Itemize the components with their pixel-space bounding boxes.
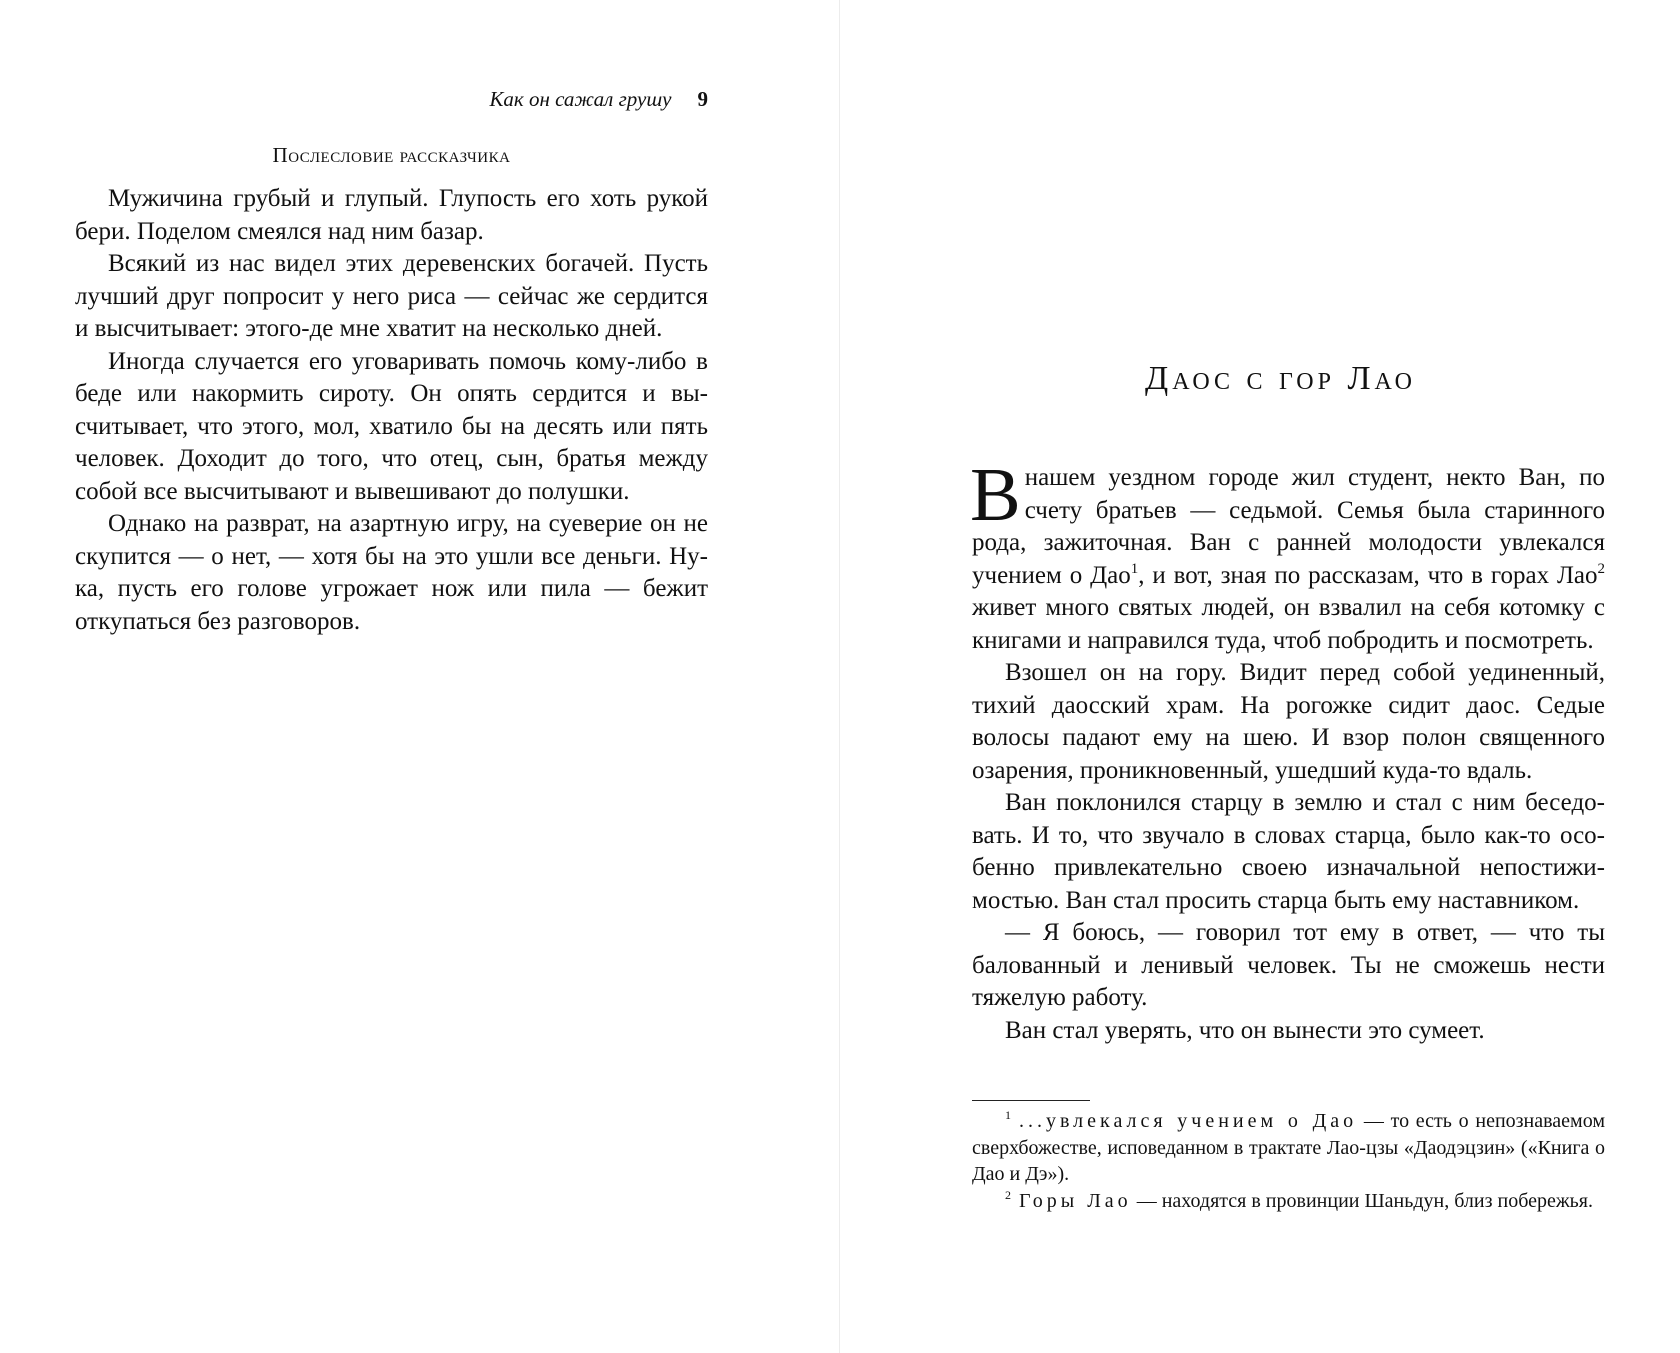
footnote-number: 2 (1005, 1187, 1011, 1202)
left-page (0, 0, 839, 1353)
first-paragraph-text-b: , и вот, зная по рассказам, что в горах Лао (1138, 561, 1598, 589)
footnote-term: ...увлекался учением о Дао (1019, 1110, 1358, 1132)
paragraph: Ван поклонился старцу в землю и стал с ним беседовать. И то, что звучало в словах старца, было как-то особенно привлекательно своею изначальной непостижимостью. Ван стал просить старца быть ему наставником. (972, 789, 1605, 914)
running-head (75, 86, 708, 112)
first-paragraph (970, 453, 1606, 657)
footnote-ref-2[interactable]: 2 (1597, 560, 1606, 577)
footnote-text: — то есть о непознаваемом сверхбожестве, исповеданном в трактате Лао-цзы «Даодэцзин» («Книга о Дао и Дэ»). (972, 1110, 1605, 1185)
paragraph: — Я боюсь, — говорил тот ему в ответ, — что ты балованный и ленивый человек. Ты не сможешь нести тяжелую работу. (972, 919, 1605, 1011)
page-number: 9 (697, 87, 708, 111)
section-title: Послесловие рассказчика (272, 143, 511, 167)
paragraph: Всякий из нас видел этих деревенских богачей. Пусть лучший друг попросит у него риса — сейчас же сердится и высчитывает: этого-де мне хватит на несколько дней. (75, 250, 708, 342)
footnote-rule (972, 1100, 1090, 1101)
footnotes (972, 1108, 1605, 1214)
right-body-text (970, 453, 1606, 1047)
paragraph: Иногда случается его уговаривать помочь кому-либо в беде или накормить сироту. Он опять сердится и высчитывает, что этого, мол, хватило бы на десять или пять человек. Доходит до того, что отец, сын, братья между собой все высчитывают и вывешивают до полушки. (75, 347, 708, 505)
first-paragraph-text-a: нашем уездном городе жил студент, некто Ван, по счету братьев — седьмой. Семья была старинного рода, зажиточная. Ван с ранней молодости увлекался учением о Дао (972, 464, 1605, 589)
footnote-term: Горы Лао (1019, 1189, 1132, 1212)
footnote (972, 1188, 1605, 1215)
footnote-text: — находятся в провинции Шаньдун, близ побережья. (1131, 1189, 1593, 1212)
paragraph: Мужичина грубый и глупый. Глупость его хоть рукой бери. Поделом смеялся над ним базар. (75, 185, 708, 245)
first-paragraph-text-c: живет много святых людей, он взвалил на себя котомку с книгами и направился туда, чтоб побродить и посмотреть. (972, 594, 1605, 654)
drop-cap: В (970, 453, 1021, 537)
running-head-title: Как он сажал грушу (489, 87, 672, 111)
paragraph: Однако на разврат, на азартную игру, на суеверие он не скупится — о нет, — хотя бы на это ушли все деньги. Ну-ка, пусть его голове угрожает нож или пила — бежит откупаться без разговоров. (75, 510, 708, 635)
footnote-number: 1 (1005, 1108, 1011, 1122)
paragraph: Взошел он на гору. Видит перед собой уединенный, тихий даосский храм. На рогожке сидит даос. Седые волосы падают ему на шею. И взор полон священного озарения, проникновенный, ушедший куда-то вдаль. (972, 659, 1605, 784)
footnote-ref-1[interactable]: 1 (1130, 560, 1139, 577)
paragraph: Ван стал уверять, что он вынести это сумеет. (1005, 1016, 1485, 1044)
left-body-text (75, 183, 708, 638)
footnote (972, 1108, 1605, 1188)
chapter-title: Даос с гор Лао (1145, 360, 1416, 397)
